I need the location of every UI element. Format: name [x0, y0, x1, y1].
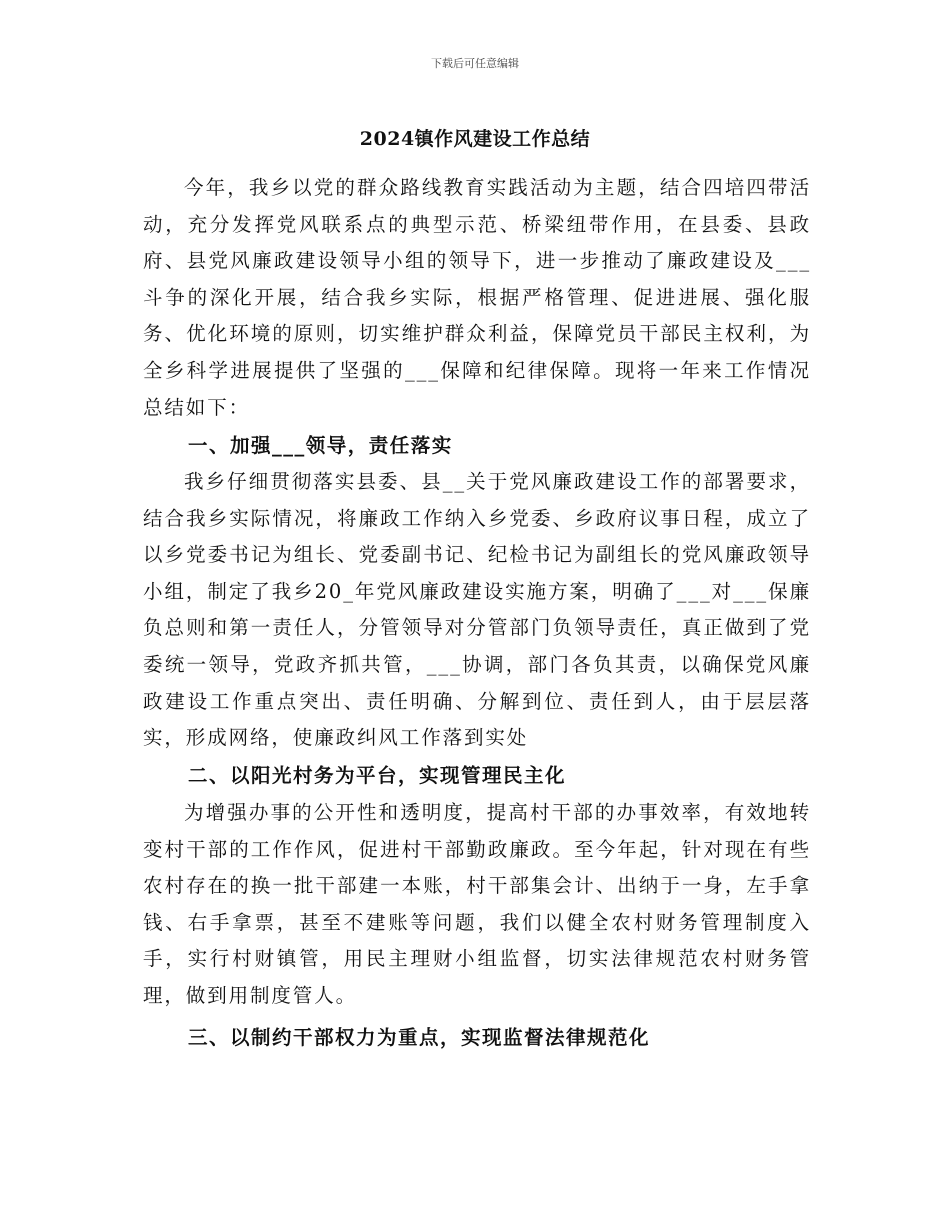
section-heading-1: 一、加强___领导，责任落实	[188, 434, 453, 457]
section-heading-2: 二、以阳光村务为平台，实现管理民主化	[188, 764, 567, 787]
section-paragraph-2: 为增强办事的公开性和透明度，提高村干部的办事效率，有效地转变村干部的工作作风，促进村干部勤政廉政。至今年起，针对现在有些农村存在的换一批干部建一本账，村干部集会计、出纳于一身，左手拿钱、右手拿票，甚至不建账等问题，我们以健全农村财务管理制度入手，实行村财镇管，用民主理财小组监督，切实法律规范农村财务管理，做到用制度管人。	[143, 801, 811, 1007]
intro-paragraph: 今年，我乡以党的群众路线教育实践活动为主题，结合四培四带活动，充分发挥党风联系点的典型示范、桥梁纽带作用，在县委、县政府、县党风廉政建设领导小组的领导下，进一步推动了廉政建设及___斗争的深化开展，结合我乡实际，根据严格管理、促进进展、强化服务、优化环境的原则，切实维护群众利益，保障党员干部民主权利，为全乡科学进展提供了坚强的___保障和纪律保障。现将一年来工作情况总结如下：	[143, 176, 811, 419]
section-paragraph-1: 我乡仔细贯彻落实县委、县__关于党风廉政建设工作的部署要求，结合我乡实际情况，将廉政工作纳入乡党委、乡政府议事日程，成立了以乡党委书记为组长、党委副书记、纪检书记为副组长的党风廉政领导小组，制定了我乡20_年党风廉政建设实施方案，明确了___对___保廉负总则和第一责任人，分管领导对分管部门负领导责任，真正做到了党委统一领导，党政齐抓共管，___协调，部门各负其责，以确保党风廉政建设工作重点突出、责任明确、分解到位、责任到人，由于层层落实，形成网络，使廉政纠风工作落到实处	[143, 470, 811, 750]
page-header-note: 下载后可任意编辑	[431, 57, 519, 70]
section-heading-3: 三、以制约干部权力为重点，实现监督法律规范化	[188, 1026, 651, 1049]
document-title: 2024镇作风建设工作总结	[359, 128, 591, 150]
